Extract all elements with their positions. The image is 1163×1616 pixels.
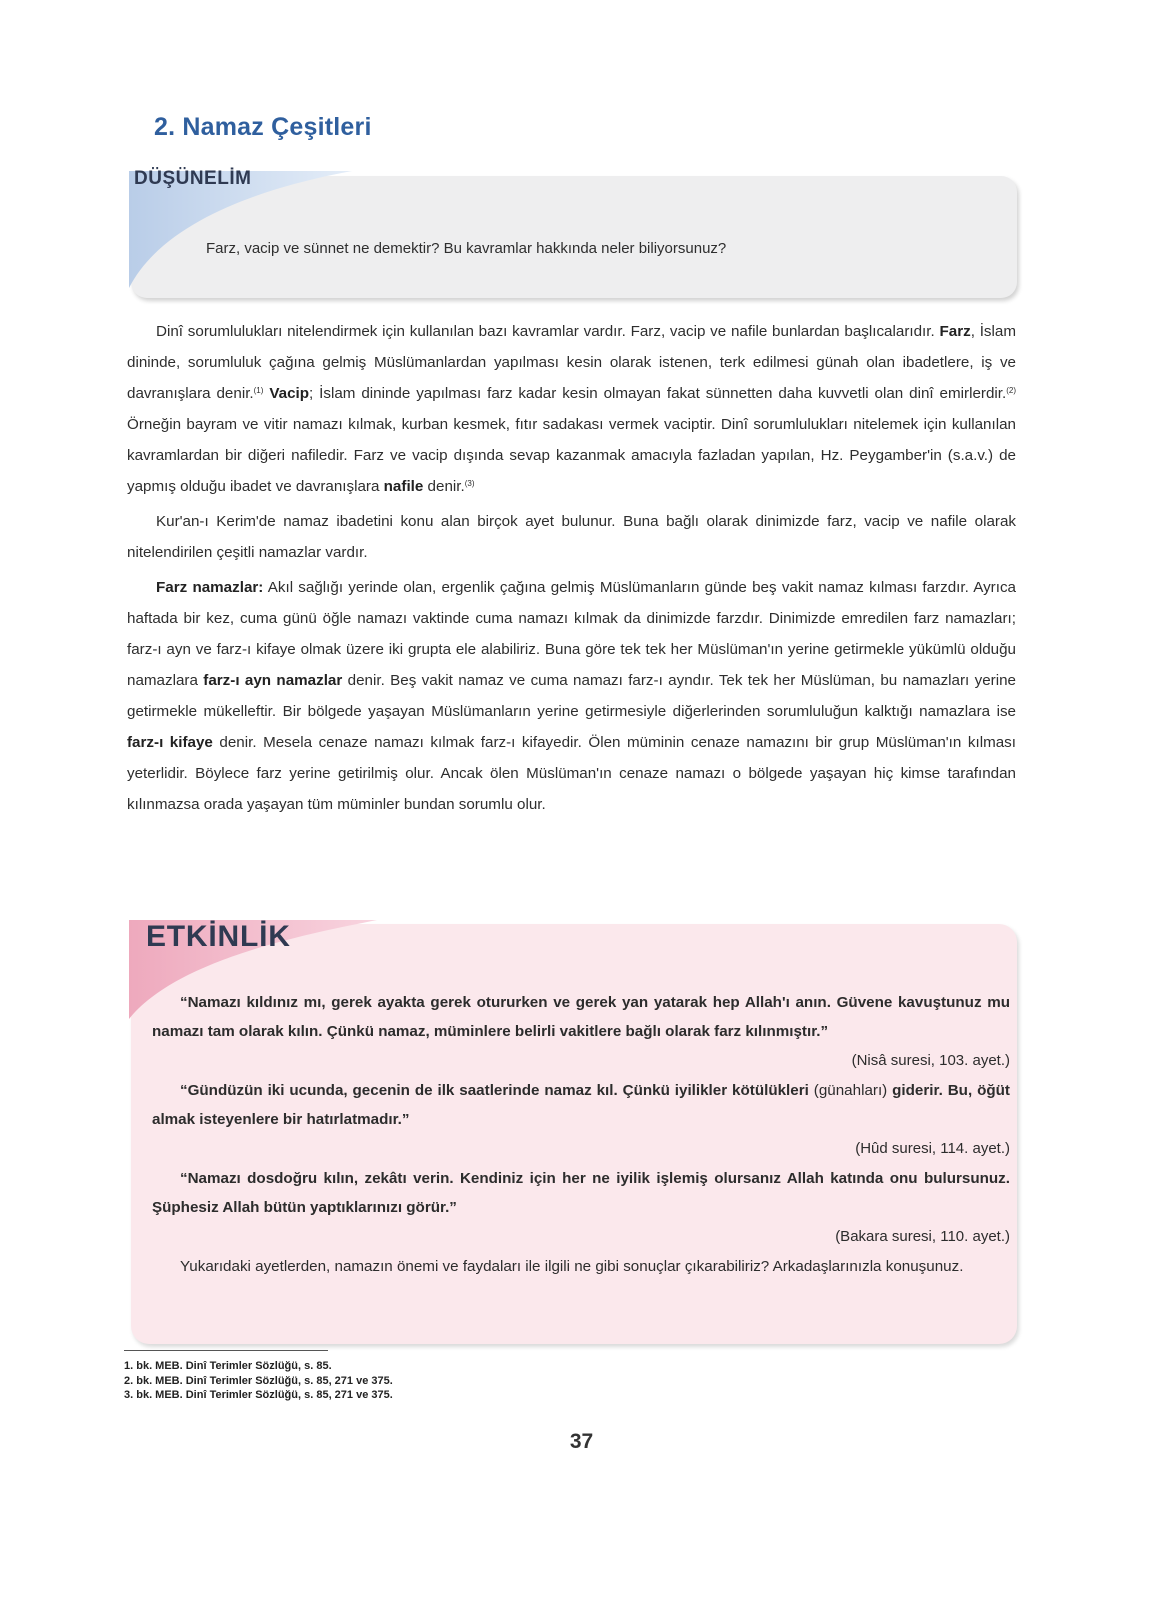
- dusunelim-box: [127, 168, 1021, 302]
- footnote-divider: [124, 1350, 328, 1351]
- term-farz-namazlar: Farz namazlar:: [156, 579, 264, 596]
- term-vacip: Vacip: [269, 385, 310, 402]
- verse-source-1: (Nisâ suresi, 103. ayet.): [851, 1052, 1010, 1069]
- text-span: denir. Mesela cenaze namazı kılmak farz-ı kifayedir. Ölen müminin cenaze namazını bir grup Müslüman'ın kılması yeterlidir. Böylece farz yerine getirilmiş olur. Ancak ölen Müslüman'ın cenaze namazı o bölgede yaşayan hiç kimse tarafından kılınmazsa orada yaşayan tüm müminler bundan sorumlu olur.: [127, 734, 1016, 813]
- text-span: denir. Beş vakit namaz ve cuma namazı farz-ı ayndır. Tek tek her Müslüman, bu namazları yerine getirmekle mükelleftir. Bir bölgede yaşayan Müslümanların yerine getirmesiyle diğerlerinden sorumluluğun kalktığı namazlara ise: [127, 672, 1016, 720]
- term-nafile: nafile: [383, 478, 424, 495]
- verse-source-2: (Hûd suresi, 114. ayet.): [855, 1140, 1010, 1157]
- text-span: , İslam dininde, sorumluluk çağına gelmiş Müslümanlardan yapılması kesin olarak istenen, terk edilmesi günah olan ibadetlere, iş ve davranışlara denir.: [127, 323, 1016, 402]
- paragraph-3: [127, 572, 1016, 820]
- etkinlik-box: [127, 920, 1021, 1350]
- verse-source-3: (Bakara suresi, 110. ayet.): [835, 1228, 1010, 1245]
- verse-quote-2: [152, 1076, 1010, 1134]
- body-text: [127, 316, 1016, 824]
- text-span: ; İslam dininde yapılması farz kadar kesin olmayan fakat sünnetten daha kuvvetli olan dinî emirlerdir.: [309, 385, 1007, 402]
- etkinlik-content: [152, 988, 1010, 1281]
- dusunelim-label: DÜŞÜNELİM: [134, 168, 252, 189]
- text-span: Dinî sorumlulukları nitelendirmek için kullanılan bazı kavramlar vardır. Farz, vacip ve nafile bunlardan başlıcalarıdır.: [156, 323, 940, 340]
- verse-quote-3: “Namazı dosdoğru kılın, zekâtı verin. Kendiniz için her ne iyilik işlemiş olursanız Allah katında onu bulursunuz. Şüphesiz Allah bütün yaptıklarınızı görür.”: [152, 1170, 1010, 1216]
- etkinlik-label: ETKİNLİK: [146, 920, 291, 953]
- footnote-3: 3. bk. MEB. Dinî Terimler Sözlüğü, s. 85, 271 ve 375.: [124, 1389, 393, 1401]
- page-number: 37: [569, 1430, 594, 1453]
- activity-question: Yukarıdaki ayetlerden, namazın önemi ve faydaları ile ilgili ne gibi sonuçlar çıkarabiliriz? Arkadaşlarınızla konuşunuz.: [180, 1258, 964, 1275]
- dusunelim-question: Farz, vacip ve sünnet ne demektir? Bu kavramlar hakkında neler biliyorsunuz?: [206, 240, 727, 257]
- text-span: Örneğin bayram ve vitir namazı kılmak, kurban kesmek, fıtır sadakası vermek vaciptir. Dinî sorumlulukları nitelemek için kullanılan kavramlardan bir diğeri nafiledir. Farz ve vacip dışında sevap kazanmak amacıyla fazladan yapılan, Hz. Peygamber'in (s.a.v.) de yapmış olduğu ibadet ve davranışlara: [127, 416, 1016, 495]
- text-span: Akıl sağlığı yerinde olan, ergenlik çağına gelmiş Müslümanların günde beş vakit namaz kılması farzdır. Ayrıca haftada bir kez, cuma günü öğle namazı vaktinde cuma namazı kılmak da dinimizde farzdır. Dinimizde emredilen farz namazları; farz-ı ayn ve farz-ı kifaye olmak üzere iki grupta ele alabiliriz. Buna göre tek tek her Müslüman'ın yerine getirmekle yükümlü olduğu namazlara: [127, 579, 1016, 689]
- text-span: (günahları): [813, 1082, 888, 1099]
- footnote-2: 2. bk. MEB. Dinî Terimler Sözlüğü, s. 85, 271 ve 375.: [124, 1374, 393, 1387]
- term-farz: Farz: [939, 323, 971, 340]
- paragraph-1: [127, 316, 1016, 502]
- term-farz-i-ayn: farz-ı ayn namazlar: [203, 672, 343, 689]
- footnote-1: 1. bk. MEB. Dinî Terimler Sözlüğü, s. 85.: [124, 1360, 332, 1372]
- footnote-ref-3: (3): [464, 479, 475, 488]
- text-span: giderir. Bu, öğüt almak isteyenlere bir hatırlatmadır.”: [152, 1082, 1010, 1128]
- paragraph-2: Kur'an-ı Kerim'de namaz ibadetini konu alan birçok ayet bulunur. Buna bağlı olarak dinimizde farz, vacip ve nafile olarak nitelendirilen çeşitli namazlar vardır.: [127, 513, 1016, 561]
- text-span: denir.: [423, 478, 465, 495]
- verse-quote-1: “Namazı kıldınız mı, gerek ayakta gerek otururken ve gerek yan yatarak hep Allah'ı anın. Güvene kavuştunuz mu namazı tam olarak kılın. Çünkü namaz, müminlere belirli vakitlere bağlı olarak farz kılınmıştır.”: [152, 994, 1010, 1040]
- footnote-ref-1: (1): [253, 386, 264, 395]
- footnote-ref-2: (2): [1006, 386, 1016, 395]
- term-farz-i-kifaye: farz-ı kifaye: [127, 734, 213, 751]
- text-span: “Gündüzün iki ucunda, gecenin de ilk saatlerinde namaz kıl. Çünkü iyilikler kötülükleri: [180, 1082, 814, 1099]
- footnotes: [124, 1359, 393, 1403]
- section-heading: 2. Namaz Çeşitleri: [154, 113, 372, 141]
